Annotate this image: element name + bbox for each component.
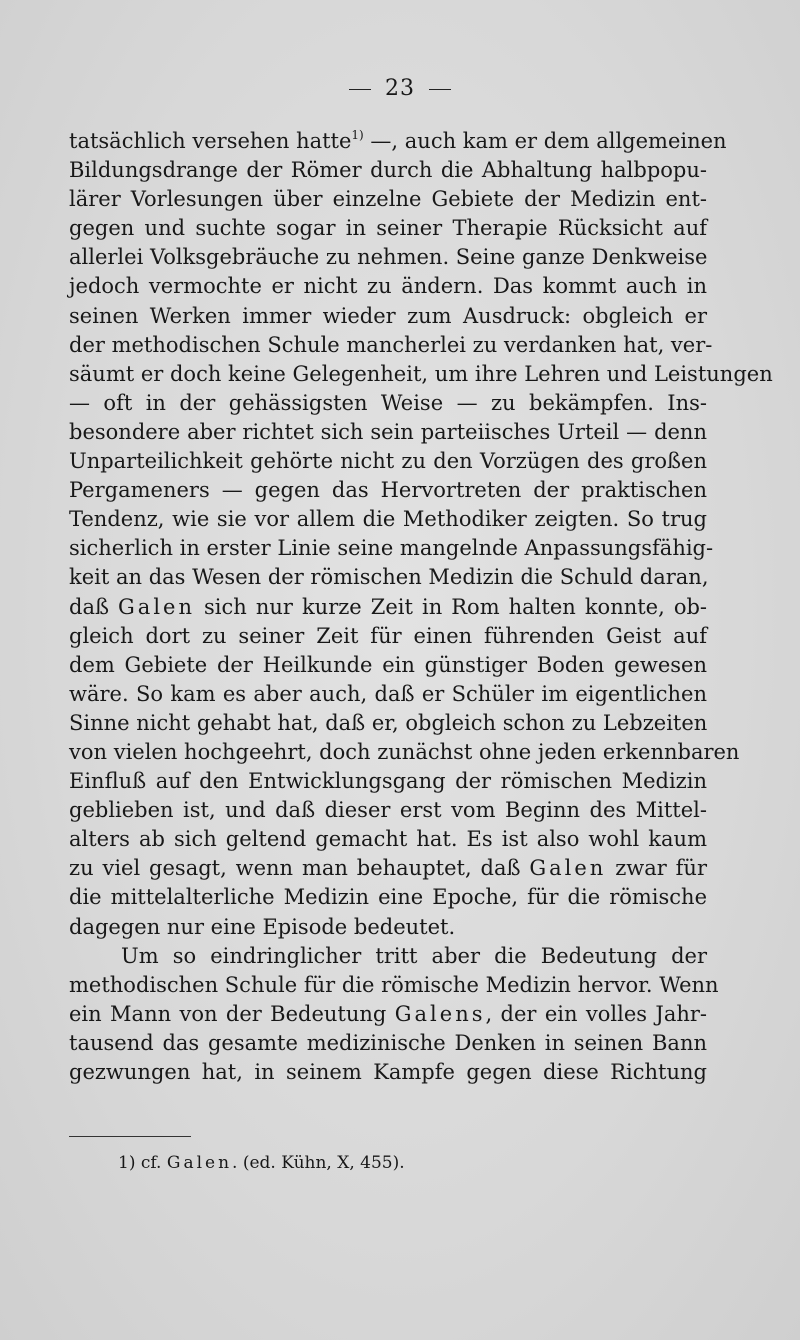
text-line — [69, 854, 707, 883]
text-span: zu viel gesagt, wenn man behauptet, daß — [69, 856, 530, 881]
text-line: dem Gebiete der Heilkunde ein günstiger Boden gewesen — [69, 652, 707, 677]
text-line: dagegen nur eine Episode bedeutet. — [69, 914, 456, 939]
text-line: sicherlich in erster Linie seine mangelnde Anpassungsfähig- — [69, 536, 714, 561]
text-line: Pergameners — gegen das Hervortreten der praktischen — [69, 478, 707, 503]
body-text — [69, 127, 773, 1087]
dash-right — [429, 89, 451, 90]
text-line: von vielen hochgeehrt, doch zunächst ohne jeden erkennbaren — [69, 739, 740, 764]
footnote-reference: . (ed. Kühn, X, 455). — [232, 1153, 405, 1173]
text-line: methodischen Schule für die römische Medizin hervor. Wenn — [69, 972, 719, 997]
footnote-author: Galen — [166, 1153, 233, 1173]
text-line: lärer Vorlesungen über einzelne Gebiete der Medizin ent- — [69, 187, 707, 212]
text-line: Unparteilichkeit gehörte nicht zu den Vorzügen des großen — [69, 449, 707, 474]
text-line — [69, 127, 727, 156]
dash-left — [349, 89, 371, 90]
text-line: Sinne nicht gehabt hat, daß er, obgleich schon zu Lebzeiten — [69, 710, 708, 735]
text-line: gezwungen hat, in seinem Kampfe gegen diese Richtung — [69, 1060, 707, 1084]
text-line: jedoch vermochte er nicht zu ändern. Das kommt auch in — [69, 274, 707, 299]
author-name: Galen — [529, 856, 607, 881]
text-line: — oft in der gehässigsten Weise — zu bekämpfen. Ins- — [69, 390, 707, 415]
text-span: sich nur kurze Zeit in Rom halten konnte, ob- — [195, 594, 707, 619]
text-line — [69, 593, 707, 622]
author-name: Galens — [394, 1001, 486, 1026]
text-line: seinen Werken immer wieder zum Ausdruck: obgleich er — [69, 303, 707, 328]
text-line: Bildungsdrange der Römer durch die Abhaltung halbpopu- — [69, 158, 707, 183]
text-line: gegen und suchte sogar in seiner Therapie Rücksicht auf — [69, 216, 707, 241]
page-number-value: 23 — [385, 76, 415, 101]
text-span: ein Mann von der Bedeutung — [69, 1001, 395, 1026]
text-line: gleich dort zu seiner Zeit für einen führenden Geist auf — [69, 623, 707, 648]
page-number — [0, 76, 800, 101]
footnote-rule — [69, 1136, 191, 1137]
text-line: tausend das gesamte medizinische Denken in seinen Bann — [69, 1030, 707, 1055]
footnote-marker: 1) cf. — [118, 1153, 167, 1173]
text-span: daß — [69, 594, 119, 619]
text-line: wäre. So kam es aber auch, daß er Schüler im eigentlichen — [69, 681, 707, 706]
footnote-ref: 1) — [351, 128, 364, 142]
text-span: tatsächlich versehen hatte — [69, 129, 352, 153]
text-line: Einfluß auf den Entwicklungsgang der römischen Medizin — [69, 769, 707, 794]
text-span: , der ein volles Jahr- — [485, 1001, 707, 1026]
author-name: Galen — [118, 594, 195, 619]
text-line: allerlei Volksgebräuche zu nehmen. Seine ganze Denkweise — [69, 245, 708, 270]
text-line: säumt er doch keine Gelegenheit, um ihre Lehren und Leistungen — [69, 361, 773, 386]
text-span: zwar für — [606, 856, 707, 881]
text-line: besondere aber richtet sich sein parteiisches Urteil — denn — [69, 419, 707, 444]
text-line: keit an das Wesen der römischen Medizin die Schuld daran, — [69, 565, 709, 590]
text-line: geblieben ist, und daß dieser erst vom Beginn des Mittel- — [69, 798, 707, 823]
text-line: alters ab sich geltend gemacht hat. Es ist also wohl kaum — [69, 827, 707, 852]
footnote — [118, 1153, 405, 1173]
text-line: Tendenz, wie sie vor allem die Methodiker zeigten. So trug — [69, 507, 707, 532]
text-line: Um so eindringlicher tritt aber die Bedeutung der — [121, 943, 707, 968]
text-line: die mittelalterliche Medizin eine Epoche, für die römische — [69, 885, 707, 910]
text-line: der methodischen Schule mancherlei zu verdanken hat, ver- — [69, 332, 713, 357]
text-span: —, auch kam er dem allgemeinen — [363, 129, 727, 153]
text-line — [69, 1000, 707, 1029]
